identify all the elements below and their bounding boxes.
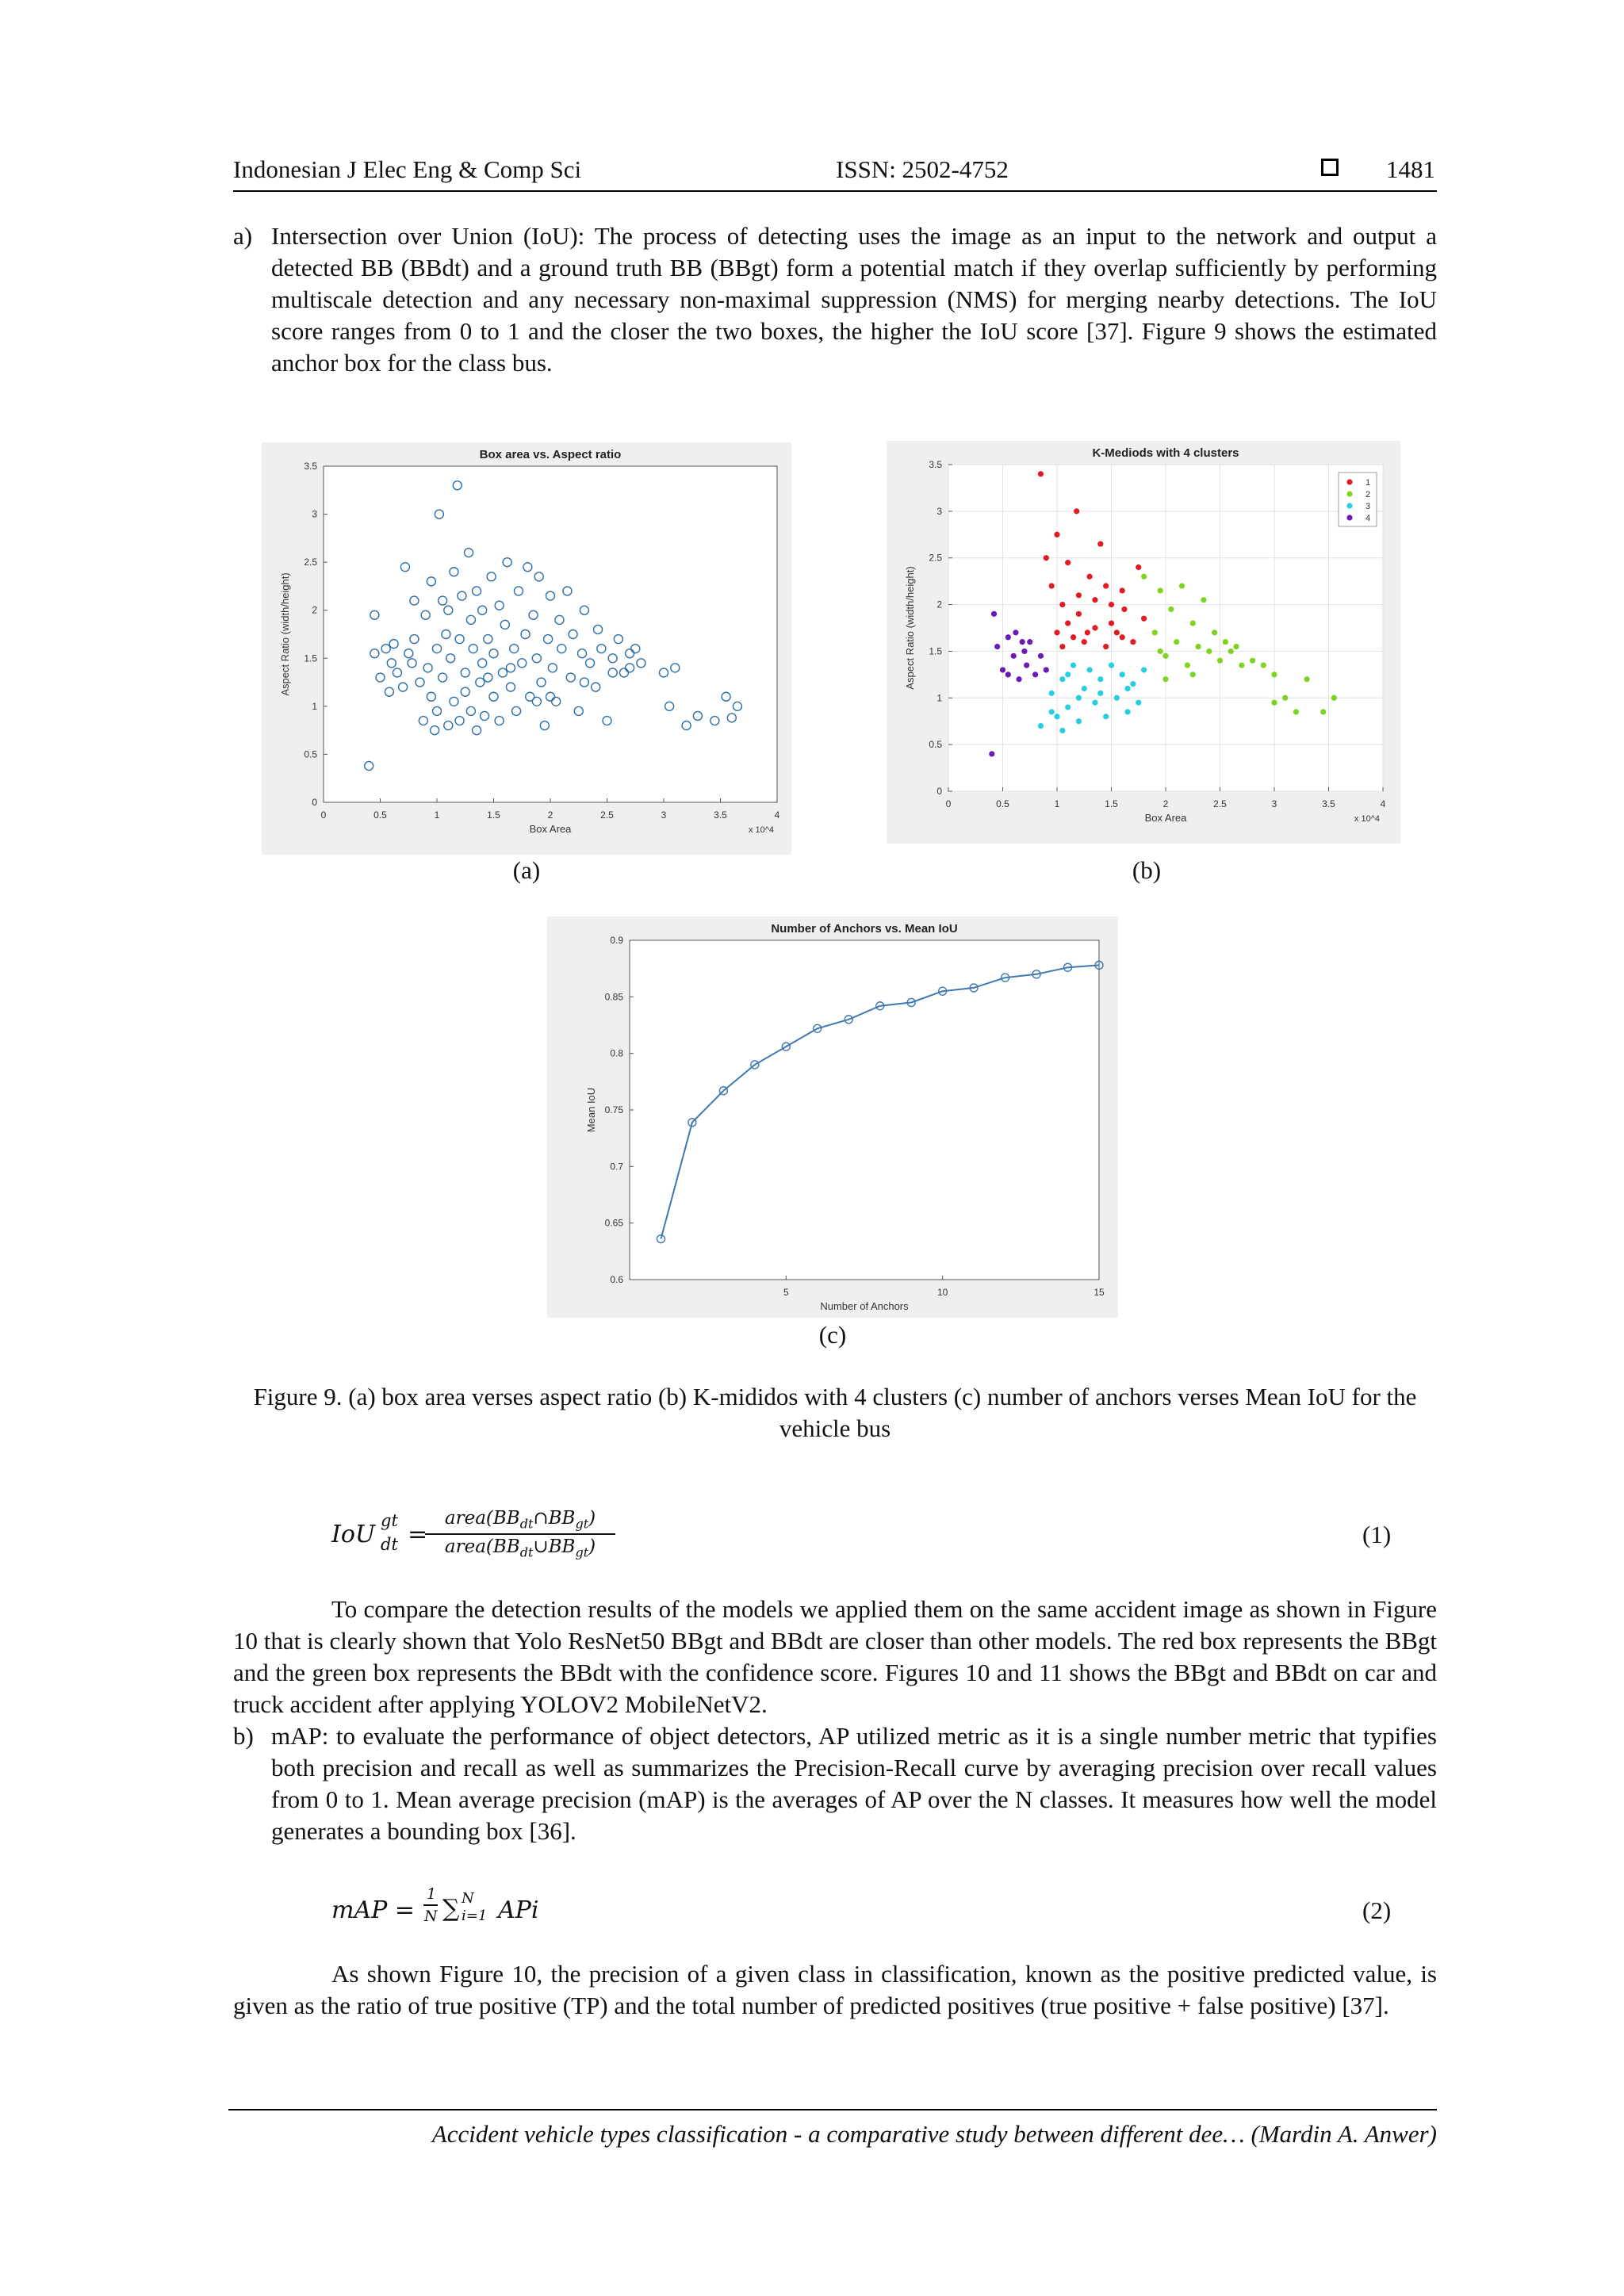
y-tick-label: 2	[312, 604, 317, 616]
equation-1-number: (1)	[1362, 1521, 1392, 1548]
y-tick-label: 3.5	[304, 461, 317, 472]
data-point-cluster-3	[1059, 676, 1065, 682]
x-multiplier-label: x 10^4	[748, 825, 774, 835]
data-point-cluster-1	[1092, 625, 1097, 630]
data-point-cluster-1	[1103, 644, 1109, 649]
data-point-cluster-2	[1250, 658, 1255, 664]
data-point-cluster-1	[1109, 621, 1114, 626]
y-tick-label: 2.5	[929, 552, 942, 564]
data-point-cluster-2	[1228, 649, 1234, 654]
data-point-cluster-3	[1065, 704, 1071, 710]
list-marker: b)	[233, 1722, 254, 1750]
figure-a-chart	[262, 442, 791, 855]
x-tick-label: 1.5	[1105, 798, 1118, 809]
data-point-cluster-1	[1059, 602, 1065, 607]
y-tick-label: 0.8	[610, 1047, 623, 1059]
data-point-cluster-3	[1054, 714, 1059, 719]
data-point-cluster-1	[1120, 634, 1125, 640]
data-point-cluster-1	[1087, 574, 1093, 580]
data-point-cluster-2	[1152, 629, 1158, 635]
x-tick-label: 2.5	[1213, 798, 1227, 809]
x-tick-label: 10	[936, 1287, 948, 1298]
data-point-cluster-2	[1304, 676, 1310, 682]
data-point-cluster-2	[1174, 639, 1179, 645]
data-point-cluster-3	[1076, 695, 1082, 701]
eq2-frac-num: 1	[427, 1885, 437, 1903]
data-point-cluster-2	[1206, 649, 1212, 654]
x-tick-label: 1.5	[487, 809, 500, 821]
data-point-cluster-2	[1158, 649, 1163, 654]
data-point-cluster-2	[1217, 658, 1223, 664]
data-point-cluster-4	[1011, 653, 1017, 659]
data-point-cluster-1	[1049, 583, 1055, 588]
data-point-cluster-1	[1065, 560, 1071, 565]
y-tick-label: 1.5	[929, 645, 942, 657]
data-point-cluster-4	[1032, 672, 1038, 677]
x-tick-label: 1	[434, 809, 440, 821]
data-point-cluster-1	[1054, 532, 1059, 538]
data-point-cluster-3	[1049, 691, 1055, 696]
x-tick-label: 3.5	[1322, 798, 1335, 809]
fraction-bar	[423, 1904, 438, 1906]
data-point-cluster-2	[1168, 607, 1174, 612]
data-point-cluster-4	[1024, 662, 1029, 668]
y-tick-label: 1.5	[304, 652, 317, 664]
data-point-cluster-4	[994, 644, 1000, 649]
eq2-frac-den: N	[424, 1908, 438, 1925]
data-point-cluster-1	[1059, 644, 1065, 649]
y-tick-label: 3	[936, 505, 942, 517]
data-point-cluster-3	[1092, 700, 1097, 706]
page-footer: Accident vehicle types classification - a comparative study between different dee… (Mardin A. Anwer)	[228, 2109, 1437, 2149]
line-chart-c	[547, 916, 1118, 1318]
data-point-cluster-3	[1076, 718, 1082, 724]
data-point-cluster-2	[1320, 709, 1326, 714]
data-point-cluster-3	[1071, 662, 1076, 668]
y-tick-label: 0.7	[610, 1161, 623, 1173]
figure-c-label: (c)	[818, 1321, 847, 1349]
legend-label: 4	[1365, 514, 1371, 523]
data-point-cluster-2	[1331, 695, 1337, 701]
data-point-cluster-1	[1141, 616, 1147, 622]
x-tick-label: 15	[1094, 1287, 1105, 1298]
list-item-map	[233, 1720, 1437, 1847]
scatter-chart-a	[262, 442, 791, 855]
page-number: 1481	[1386, 155, 1435, 183]
scatter-chart-b	[887, 441, 1400, 844]
y-tick-label: 3.5	[929, 459, 942, 470]
data-point-cluster-2	[1162, 653, 1168, 659]
y-tick-label: 0.85	[604, 991, 623, 1003]
data-point-cluster-2	[1196, 644, 1201, 649]
figure-b-chart	[887, 441, 1400, 844]
paragraph-iou: Intersection over Union (IoU): The process of detecting uses the image as an input to the network and output a detected BB (BBdt) and a ground truth BB (BBgt) form a potential match if they overlap sufficiently by performing multiscale detection and any necessary non-maximal suppression (NMS) for merging nearby detections. The IoU score ranges from 0 to 1 and the closer the two boxes, the higher the IoU score [37]. Figure 9 shows the estimated anchor box for the class bus.	[271, 222, 1437, 377]
data-point-cluster-1	[1121, 607, 1127, 612]
data-point-cluster-1	[1074, 508, 1079, 514]
chart-title: Box area vs. Aspect ratio	[479, 448, 622, 461]
sum-icon: ∑	[442, 1895, 460, 1923]
x-tick-label: 2	[547, 809, 553, 821]
x-tick-label: 1	[1054, 798, 1060, 809]
legend-marker	[1346, 479, 1352, 484]
data-point-cluster-4	[1021, 649, 1027, 654]
data-point-cluster-2	[1162, 676, 1168, 682]
data-point-cluster-2	[1212, 629, 1217, 635]
paragraph-compare: To compare the detection results of the models we applied them on the same accident image as shown in Figure 10 that is clearly shown that Yolo ResNet50 BBgt and BBdt are closer than other models. The red box represents the BBgt and the green box represents the BBdt with the confidence score. Figures 10 and 11 shows the BBgt and BBdt on car and truck accident after applying YOLOV2 MobileNetV2.	[233, 1595, 1437, 1718]
plot-area	[324, 466, 777, 802]
eq1-lhs: IoU	[331, 1521, 376, 1548]
data-point-cluster-4	[1038, 653, 1044, 659]
legend-label: 3	[1365, 502, 1371, 511]
data-point-cluster-1	[1044, 555, 1049, 561]
data-point-cluster-1	[1130, 639, 1136, 645]
x-tick-label: 4	[1380, 798, 1386, 809]
data-point-cluster-2	[1271, 672, 1277, 677]
x-tick-label: 2.5	[600, 809, 614, 821]
data-point-cluster-3	[1103, 714, 1109, 719]
x-tick-label: 5	[783, 1287, 789, 1298]
data-point-cluster-1	[1109, 602, 1114, 607]
eq1-sub: dt	[381, 1535, 398, 1554]
data-point-cluster-4	[1020, 639, 1025, 645]
data-point-cluster-2	[1271, 700, 1277, 706]
x-tick-label: 3	[1271, 798, 1277, 809]
data-point-cluster-2	[1201, 597, 1206, 603]
data-point-cluster-4	[1027, 639, 1032, 645]
data-point-cluster-2	[1239, 662, 1244, 668]
x-tick-label: 0	[320, 809, 327, 821]
checkbox-square-icon	[1321, 159, 1339, 176]
x-axis-label: Box Area	[1144, 812, 1187, 824]
x-axis-label: Number of Anchors	[820, 1300, 909, 1312]
y-tick-label: 3	[312, 508, 317, 520]
y-tick-label: 0.6	[610, 1274, 623, 1285]
x-axis-label: Box Area	[529, 823, 572, 835]
y-axis-label: Aspect Ratio (width/height)	[279, 572, 291, 696]
y-axis-label: Mean IoU	[585, 1087, 597, 1133]
data-point-cluster-1	[1097, 541, 1103, 546]
x-tick-label: 3.5	[714, 809, 727, 821]
eq1-sup: gt	[381, 1511, 398, 1530]
data-point-cluster-2	[1158, 587, 1163, 593]
y-tick-label: 0	[936, 786, 942, 797]
y-tick-label: 1	[936, 692, 942, 704]
data-point-cluster-3	[1049, 709, 1055, 714]
data-point-cluster-3	[1109, 662, 1114, 668]
equation-2-number: (2)	[1362, 1896, 1392, 1924]
data-point-cluster-1	[1120, 587, 1125, 593]
data-point-cluster-1	[1114, 629, 1120, 635]
x-tick-label: 0.5	[996, 798, 1009, 809]
y-axis-label: Aspect Ratio (width/height)	[904, 566, 916, 690]
data-point-cluster-3	[1124, 686, 1130, 691]
list-item-iou	[233, 220, 1437, 379]
data-point-cluster-3	[1097, 676, 1103, 682]
data-point-cluster-2	[1179, 583, 1185, 588]
data-point-cluster-2	[1282, 695, 1288, 701]
data-point-cluster-4	[1016, 676, 1021, 682]
journal-name: Indonesian J Elec Eng & Comp Sci	[233, 155, 582, 183]
data-point-cluster-3	[1059, 728, 1065, 733]
chart-title: Number of Anchors vs. Mean IoU	[771, 922, 958, 936]
data-point-cluster-3	[1124, 709, 1130, 714]
x-tick-label: 0.5	[373, 809, 387, 821]
data-point-cluster-2	[1185, 662, 1190, 668]
figure-a-label: (a)	[512, 856, 541, 884]
data-point-cluster-2	[1141, 574, 1147, 580]
eq1-fraction	[425, 1508, 615, 1559]
eq1-numerator: $area(BB_{dt}\cap BB_{gt})$	[444, 1508, 596, 1532]
data-point-cluster-3	[1114, 695, 1120, 701]
data-point-cluster-1	[1038, 471, 1044, 476]
paragraph-precision: As shown Figure 10, the precision of a given class in classification, known as the positive predicted value, is given as the ratio of true positive (TP) and the total number of predicted positives (true positive + false positive) [37].	[233, 1960, 1437, 2019]
y-tick-label: 2	[936, 599, 942, 610]
figure-c-chart	[547, 916, 1118, 1318]
figure-caption: Figure 9. (a) box area verses aspect ratio (b) K-mididos with 4 clusters (c) number of anchors verses Mean IoU for the vehicle bus	[253, 1383, 1417, 1442]
data-point-cluster-3	[1136, 700, 1141, 706]
data-point-cluster-3	[1065, 672, 1071, 677]
legend-box	[1339, 473, 1377, 526]
paragraph-map: mAP: to evaluate the performance of object detectors, AP utilized metric as it is a single number metric that typifies both precision and recall as well as summarizes the Precision-Recall curve by averaging precision over recall values from 0 to 1. Mean average precision (mAP) is the averages of AP over the N classes. It measures how well the model generates a bounding box [36].	[271, 1722, 1437, 1845]
plot-area	[630, 940, 1099, 1280]
data-point-cluster-3	[1120, 672, 1125, 677]
data-point-cluster-2	[1190, 621, 1196, 626]
eq1-equals: =	[408, 1521, 428, 1548]
data-point-cluster-3	[1141, 667, 1147, 672]
figure-b-label: (b)	[1132, 856, 1162, 884]
data-point-cluster-4	[991, 611, 997, 617]
data-point-cluster-2	[1233, 644, 1239, 649]
data-point-cluster-4	[1000, 667, 1005, 672]
y-tick-label: 0.5	[929, 739, 942, 751]
x-tick-label: 0	[945, 798, 952, 809]
data-point-cluster-1	[1076, 592, 1082, 598]
list-marker: a)	[233, 222, 253, 250]
data-point-cluster-1	[1092, 597, 1097, 603]
eq2-lhs: mAP =	[331, 1896, 415, 1924]
legend-label: 2	[1365, 490, 1371, 499]
data-point-cluster-4	[1005, 672, 1011, 677]
data-point-cluster-3	[1038, 723, 1044, 729]
data-point-cluster-2	[1293, 709, 1299, 714]
legend-marker	[1346, 503, 1352, 508]
eq1-denominator: $area(BB_{dt}\cup BB_{gt})$	[444, 1536, 596, 1560]
data-point-cluster-4	[1044, 667, 1049, 672]
data-point-cluster-3	[1087, 667, 1093, 672]
eq2-sum-sup: N	[462, 1890, 474, 1907]
y-tick-label: 0.65	[604, 1217, 623, 1229]
data-point-cluster-1	[1076, 611, 1082, 617]
y-tick-label: 0.5	[304, 748, 317, 760]
legend-label: 1	[1365, 478, 1371, 488]
data-point-cluster-1	[1103, 583, 1109, 588]
eq2-sum-sub: i=1	[462, 1908, 488, 1924]
data-point-cluster-4	[1013, 629, 1018, 635]
data-point-cluster-3	[1082, 686, 1087, 691]
x-tick-label: 4	[774, 809, 780, 821]
legend-marker	[1346, 515, 1352, 520]
data-point-cluster-2	[1223, 639, 1228, 645]
data-point-cluster-1	[1085, 629, 1090, 635]
data-point-cluster-4	[989, 751, 994, 756]
y-tick-label: 0.9	[610, 935, 623, 946]
y-tick-label: 0	[312, 797, 317, 808]
data-point-cluster-1	[1054, 629, 1059, 635]
data-point-cluster-1	[1065, 621, 1071, 626]
data-point-cluster-1	[1082, 639, 1087, 645]
legend-marker	[1346, 491, 1352, 496]
y-tick-label: 0.75	[604, 1104, 623, 1115]
x-tick-label: 2	[1162, 798, 1169, 809]
x-tick-label: 3	[661, 809, 667, 821]
x-multiplier-label: x 10^4	[1354, 814, 1380, 824]
page-header	[233, 152, 1437, 192]
y-tick-label: 2.5	[304, 557, 317, 568]
data-point-cluster-3	[1097, 691, 1103, 696]
y-tick-label: 1	[312, 700, 317, 712]
data-point-cluster-2	[1261, 662, 1266, 668]
chart-title: K-Mediods with 4 clusters	[1092, 446, 1239, 460]
data-point-cluster-4	[1005, 634, 1011, 640]
issn: ISSN: 2502-4752	[836, 155, 1009, 183]
fraction-bar	[425, 1533, 615, 1535]
data-point-cluster-3	[1130, 681, 1136, 687]
data-point-cluster-1	[1136, 564, 1141, 570]
eq2-term: APi	[498, 1896, 539, 1924]
data-point-cluster-1	[1071, 634, 1076, 640]
data-point-cluster-2	[1190, 672, 1196, 677]
